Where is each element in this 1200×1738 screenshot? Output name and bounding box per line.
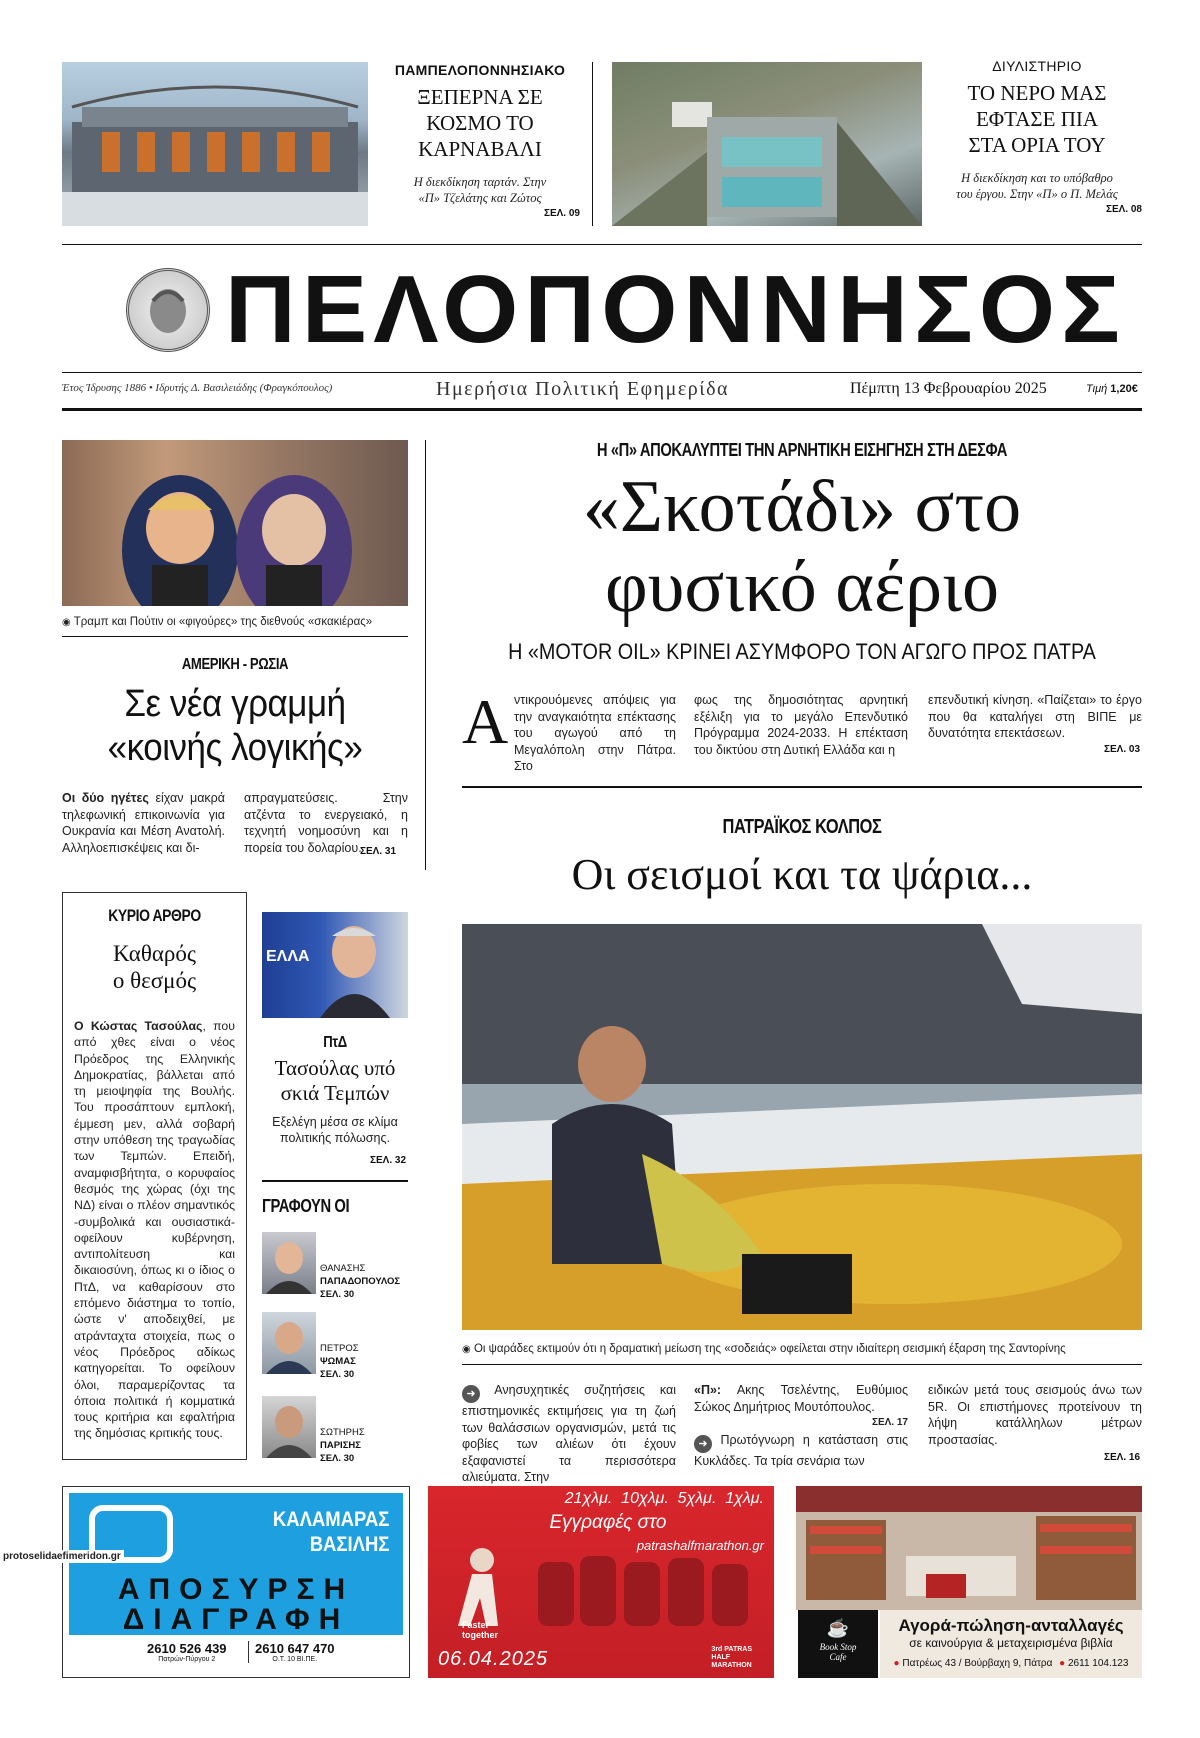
- ad-kalamaras-name-2: ΒΑΣΙΛΗΣ: [309, 1533, 389, 1556]
- writer-3-first: ΣΩΤΗΡΗΣ: [320, 1427, 365, 1438]
- ptd-page: ΣΕΛ. 32: [370, 1155, 407, 1166]
- bookstore-interior-illustration: [796, 1486, 1142, 1610]
- writers-rule: [262, 1180, 408, 1182]
- stadium-photo: [62, 62, 368, 226]
- ptd-headline-2[interactable]: σκιά Τεμπών: [280, 1081, 390, 1105]
- america-russia-lead: Οι δύο ηγέτες: [62, 791, 149, 805]
- bookstop-title: Αγορά-πώληση-ανταλλαγές: [898, 1616, 1124, 1635]
- fish-col2b: Πρωτόγνωρη η κατάσταση στις Κυκλάδες. Τα τρία σενάρια των: [694, 1432, 908, 1468]
- masthead-rule-top: [62, 372, 1142, 373]
- masthead-logo: [126, 268, 210, 352]
- fish-col2-bold: «Π»:: [694, 1383, 722, 1397]
- ad-marathon-reg: Εγγραφές στο: [549, 1512, 667, 1533]
- writer-3-avatar: [262, 1396, 316, 1458]
- caption-rule: [62, 636, 408, 637]
- fish-col2-page: ΣΕΛ. 17: [871, 1417, 908, 1428]
- america-russia-kicker: ΑΜΕΡΙΚΗ - ΡΩΣΙΑ: [181, 656, 289, 673]
- lead-kicker: Η «Π» ΑΠΟΚΑΛΥΠΤΕΙ ΤΗΝ ΑΡΝΗΤΙΚΗ ΕΙΣΗΓΗΣΗ ΣΤΗ ΔΕΣΦΑ: [596, 440, 1008, 460]
- fish-caption: Οι ψαράδες εκτιμούν ότι η δραματική μείωση της «σοδειάς» οφείλεται στην ιδιαίτερη σεισμική έξαρση της Σαντορίνης: [473, 1343, 1066, 1355]
- head-emblem-icon: [129, 271, 207, 349]
- arrow-icon-2: ➜: [694, 1435, 712, 1453]
- ad-marathon-slogan: Faster: [462, 1620, 490, 1630]
- ad-kalamaras-phone2[interactable]: 2610 647 470: [255, 1641, 335, 1656]
- teaser-right-headline[interactable]: ΤΟ ΝΕΡΟ ΜΑΣ: [967, 81, 1107, 105]
- fisherman-photo: [462, 924, 1142, 1330]
- trump-putin-caption: Τραμπ και Πούτιν οι «φιγούρες» της διεθνούς «σκακιέρας»: [73, 616, 373, 628]
- america-russia-headline-2[interactable]: «κοινής λογικής»: [107, 727, 363, 769]
- top-rule: [62, 244, 1142, 245]
- america-russia-headline[interactable]: Σε νέα γραμμή: [124, 683, 346, 725]
- teaser-left-kicker: ΠΑΜΠΕΛΟΠΟΝΝΗΣΙΑΚΟ: [394, 62, 566, 78]
- america-russia-col1: είχαν μακρά τηλεφωνική επικοινωνία για Ουκρανία και Μέση Ανατολή. Αλληλοεπισκέψεις και δι-: [62, 791, 226, 855]
- writer-3-last[interactable]: ΠΑΡΙΣΗΣ: [320, 1440, 361, 1451]
- teaser-right-headline-2[interactable]: ΕΦΤΑΣΕ ΠΙΑ: [975, 107, 1099, 131]
- tasoulas-photo-text: ΕΛΛΑ: [266, 948, 310, 965]
- ad-marathon-url[interactable]: patrashalfmarathon.gr: [636, 1538, 764, 1553]
- america-russia-page: ΣΕΛ. 31: [360, 846, 397, 857]
- fish-page: ΣΕΛ. 16: [1104, 1452, 1141, 1463]
- fish-col3: ειδικών μετά τους σεισμούς άνω των 5R. Οι επιστήμονες προτείνουν τη λήψη κατάλληλων μέτρων προστασίας.: [928, 1383, 1142, 1447]
- editorial-kicker: ΚΥΡΙΟ ΑΡΘΡΟ: [108, 906, 201, 925]
- ad-kalamaras-name: ΚΑΛΑΜΑΡΑΣ: [272, 1508, 389, 1531]
- bookstop-subtitle: σε καινούργια & μεταχειρισμένα βιβλία: [909, 1636, 1113, 1650]
- writer-1-page: ΣΕΛ. 30: [320, 1289, 355, 1300]
- ad-kalamaras-line2: ΔΙΑΓΡΑΦΗ: [122, 1603, 350, 1636]
- phone-icon: ●: [1059, 1658, 1066, 1669]
- founding-info: Έτος Ίδρυσης 1886 • Ιδρυτής Δ. Βασιλειάδης (Φραγκόπουλος): [62, 382, 333, 394]
- fish-caption-rule: [462, 1364, 1142, 1365]
- watermark: protoselidaefimeridon.gr: [0, 1550, 124, 1563]
- lead-col1: ντικρουόμενες απόψεις για την αναγκαιότητα επέκτασης του αγωγού από τη Μεγαλόπολη στην Πάτρα. Στο: [514, 693, 676, 773]
- ad-marathon-date: 06.04.2025: [438, 1648, 549, 1670]
- ad-marathon-logo-2: HALF: [711, 1654, 731, 1661]
- water-plant-photo: [612, 62, 922, 226]
- ad-marathon-distances: 21χλμ. 10χλμ. 5χλμ. 1χλμ.: [564, 1490, 764, 1507]
- masthead-subtitle: Ημερήσια Πολιτική Εφημερίδα: [436, 378, 729, 400]
- arrow-icon: ➜: [462, 1385, 480, 1403]
- teaser-left-headline[interactable]: ΞΕΠΕΡΝΑ ΣΕ: [417, 85, 543, 109]
- price: 1,20€: [1110, 383, 1138, 395]
- writer-photo-1: [262, 1232, 316, 1294]
- writer-2-last[interactable]: ΨΩΜΑΣ: [320, 1356, 356, 1367]
- teaser-right-summary: Η διεκδίκηση και το υπόβαθρο: [961, 171, 1113, 185]
- location-pin-icon: ●: [893, 1658, 900, 1669]
- teaser-right-page: ΣΕΛ. 08: [1105, 204, 1142, 215]
- ad-kalamaras-phone1-sub: Πατρών-Πύργου 2: [158, 1656, 216, 1663]
- writer-2-first: ΠΕΤΡΟΣ: [320, 1343, 359, 1354]
- lead-subhead: Η «MOTOR OIL» ΚΡΙΝΕΙ ΑΣΥΜΦΟΡΟ ΤΟΝ ΑΓΩΓΟ ΠΡΟΣ ΠΑΤΡΑ: [508, 639, 1096, 664]
- ptd-summary: Εξελέγη μέσα σε κλίμα πολιτικής πόλωσης.: [272, 1115, 398, 1145]
- lead-headline[interactable]: «Σκοτάδι» στο: [582, 466, 1022, 548]
- fish-kicker: ΠΑΤΡΑΪΚΟΣ ΚΟΛΠΟΣ: [722, 816, 882, 838]
- lead-page: ΣΕΛ. 03: [1104, 744, 1141, 755]
- teaser-right-headline-3[interactable]: ΣΤΑ ΟΡΙΑ ΤΟΥ: [968, 133, 1106, 157]
- ad-marathon-logo: 3rd PATRAS: [711, 1646, 752, 1653]
- writer-photo-3: [262, 1396, 316, 1458]
- teaser-left-page: ΣΕΛ. 09: [543, 208, 580, 219]
- fisherman-illustration: [462, 924, 1142, 1330]
- fish-headline[interactable]: Οι σεισμοί και τα ψάρια...: [571, 850, 1033, 899]
- teaser-divider: [592, 62, 593, 226]
- lead-col2: φως της δημοσιότητας αρνητική εξέλιξη για το μεγάλο Επενδυτικό Πρόγραμμα 2024-2033. Η επέκταση του δικτύου στη Δυτική Ελλάδα και η: [694, 693, 908, 757]
- ad-kalamaras-line1: ΑΠΟΣΥΡΣΗ: [117, 1573, 355, 1606]
- lead-col3: επενδυτική κίνηση. «Παίζεται» το έργο που θα καταλήγει στη ΒΙΠΕ με δυνατότητα επεκτάσεων.: [928, 693, 1142, 740]
- issue-date: Πέμπτη 13 Φεβρουαρίου 2025: [850, 380, 1047, 397]
- writer-1-avatar: [262, 1232, 316, 1294]
- teaser-right-kicker: ΔΙΥΛΙΣΤΗΡΙΟ: [992, 58, 1082, 74]
- tasoulas-figure: [262, 912, 408, 1018]
- fish-col2: Ακης Τσελέντης, Ευθύμιος Σώκος Δημήτριος Μουτόπουλος.: [694, 1383, 908, 1414]
- ad-bookstop[interactable]: [796, 1486, 1142, 1678]
- bookstop-logo-name: Book Stop: [819, 1642, 857, 1652]
- masthead-title: ΠΕΛΟΠΟΝΝΗΣΟΣ: [225, 256, 1127, 363]
- editorial-headline[interactable]: Καθαρός: [113, 941, 196, 966]
- america-russia-col2: απραγματεύσεις. Στην ατζέντα το ενεργειακό, η τεχνητή νοημοσύνη και η πορεία του δολαρίου.: [244, 791, 408, 855]
- lead-rule: [462, 786, 1142, 788]
- column-divider-left: [425, 440, 426, 870]
- teaser-left-summary: Η διεκδίκηση ταρτάν. Στην: [413, 175, 547, 189]
- water-plant-illustration: [612, 62, 922, 226]
- bookstop-address: Πατρέως 43 / Βούρβαχη 9, Πάτρα: [902, 1658, 1053, 1669]
- teaser-right-summary-2: του έργου. Στην «Π» ο Π. Μελάς: [956, 187, 1118, 201]
- stadium-illustration: [62, 62, 368, 226]
- teaser-left-headline-2[interactable]: ΚΟΣΜΟ ΤΟ: [426, 111, 534, 135]
- tasoulas-photo: [262, 912, 408, 1018]
- editorial-lead: Ο Κώστας Τασούλας: [74, 1019, 203, 1033]
- price-label: Τιμή: [1086, 383, 1108, 395]
- writer-2-avatar: [262, 1312, 316, 1374]
- camera-icon: ◉: [62, 617, 71, 628]
- writers-title: ΓΡΑΦΟΥΝ ΟΙ: [262, 1196, 350, 1216]
- ad-marathon[interactable]: [428, 1486, 774, 1678]
- writer-1-first: ΘΑΝΑΣΗΣ: [320, 1263, 366, 1274]
- ad-kalamaras-phone2-sub: Ο.Τ. 10 ΒΙ.ΠΕ.: [272, 1656, 318, 1663]
- bookstop-logo: [798, 1610, 878, 1678]
- ad-marathon-logo-3: MARATHON: [711, 1662, 752, 1669]
- lead-dropcap: Α: [462, 686, 509, 757]
- camera-icon-2: ◉: [462, 1344, 471, 1355]
- writer-3-page: ΣΕΛ. 30: [320, 1453, 355, 1464]
- writer-1-last[interactable]: ΠΑΠΑΔΟΠΟΥΛΟΣ: [320, 1276, 401, 1287]
- bookstop-logo-cafe: Cafe: [829, 1652, 847, 1662]
- ad-kalamaras[interactable]: [62, 1486, 410, 1678]
- writer-2-page: ΣΕΛ. 30: [320, 1369, 355, 1380]
- cup-icon: ☕: [826, 1618, 850, 1638]
- ptd-kicker: ΠτΔ: [323, 1034, 347, 1051]
- lead-headline-2[interactable]: φυσικό αέριο: [605, 546, 999, 628]
- teaser-left-headline-3[interactable]: ΚΑΡΝΑΒΑΛΙ: [418, 137, 542, 161]
- writer-photo-2: [262, 1312, 316, 1374]
- editorial-headline-2[interactable]: ο θεσμός: [112, 968, 197, 993]
- fish-col1: Ανησυχητικές συζητήσεις και επιστημονικές εκτιμήσεις για τη ζωή των θαλάσσιων οργανισμών, μετά τις φοβίες των αλιέων ότι έχουν εξαφανιστεί τα περισσότερα αλιεύματα. Στην: [462, 1383, 676, 1484]
- ad-kalamaras-phone1[interactable]: 2610 526 439: [147, 1641, 227, 1656]
- ad-marathon-slogan-2: together: [462, 1630, 498, 1640]
- nesting-dolls-illustration: [62, 440, 408, 606]
- masthead-rule-bottom: [62, 408, 1142, 411]
- ptd-headline[interactable]: Τασούλας υπό: [274, 1056, 396, 1080]
- trump-putin-photo: [62, 440, 408, 606]
- bookstop-phone[interactable]: 2611 104.123: [1068, 1658, 1129, 1669]
- teaser-left-summary-2: «Π» Τζελάτης και Ζώτος: [418, 191, 542, 205]
- editorial-body: , που από χθες είναι ο νέος Πρόεδρος της Ελληνικής Δημοκρατίας, βάλλεται από τη μειοψηφία της Βουλής. Του προσάπτουν εμπλοκή, έμμεση μεν, αλλά σοβαρή στην υπόθεση της τραγωδίας των Τεμπών. Επειδή, αναμφισβήτητα, ο κορυφαίος θεσμός της χώρας (όχι της ΝΔ) είναι ο πλέον σημαντικός -συμβολικά και ουσιαστικά- οφείλουν κυβέρνηση, αντιπολίτευση και δικαιοσύνη, όπως κι ο ίδιος ο ΠτΔ, να καθαρίσουν στο επόμενο διάστημα το τοπίο, ώστε ν' αποδειχθεί, με ατράνταχτα στοιχεία, πως ο νέος Πρόεδρος αδίκως κατηγορείται. Το οφείλουν όλοι, παραμερίζοντας τα όποια πολιτικά ή κομματικά τους κριτήρια και εφαλτήρια της δημόσιας κριτικής τους.: [74, 1019, 235, 1441]
